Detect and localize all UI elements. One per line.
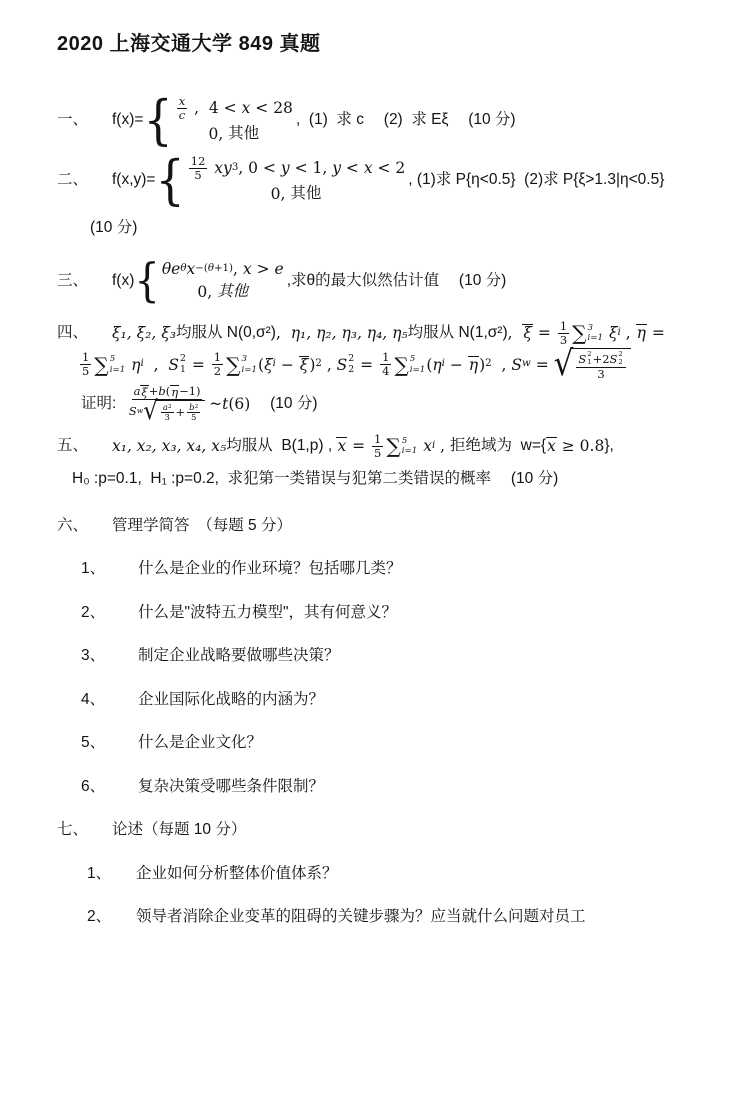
math-token: 1 (587, 358, 592, 367)
math-token: 2 (618, 358, 623, 367)
math-token (226, 354, 257, 375)
math-token: ) (479, 355, 486, 374)
math-token: 1 (374, 431, 382, 446)
math-token (372, 433, 383, 447)
math-token: η (636, 324, 646, 343)
list-item (57, 645, 694, 667)
math-token: 1 (559, 318, 568, 333)
math-token: < 2 (372, 159, 406, 178)
math-token (571, 348, 630, 381)
math-token (402, 436, 418, 457)
math-token (372, 447, 383, 460)
math-token: S (578, 351, 587, 366)
item-text: 领导者消除企业变革的阻碍的关键步骤为？应当就什么问题对员工 (136, 908, 586, 926)
math-token: 5 (409, 354, 416, 365)
math-token: i=1 (401, 446, 418, 457)
math-token (110, 354, 126, 375)
math-token: 2 (587, 350, 592, 359)
math-token (168, 404, 172, 410)
math-token: 5 (190, 412, 197, 423)
math-token (595, 368, 606, 381)
math-token: √ (143, 395, 158, 426)
math-token: 1 (382, 350, 390, 365)
math-token (177, 95, 187, 122)
math-token: 5 (374, 445, 382, 460)
question-5-number: 五、 (57, 436, 89, 454)
item-text: 制定企业战略要做哪些决策？ (138, 647, 340, 665)
question-7-number: 七、 (57, 821, 89, 839)
math-token (170, 385, 179, 399)
math-token: ( (258, 355, 265, 374)
math-token (192, 169, 203, 182)
math-token (177, 95, 187, 109)
math-token: 2 (348, 363, 355, 375)
math-token: 均服从 B(1,p) , (226, 436, 337, 454)
question-3-function-label: f(x) (112, 271, 135, 289)
question-4-math-2 (78, 343, 631, 385)
math-token: , (491, 355, 512, 374)
math-token (380, 351, 391, 378)
math-token: η₁, η₂, η₃, η₄, η₅ (290, 323, 408, 342)
math-token: x (363, 159, 373, 178)
math-token: = (347, 436, 371, 455)
question-2-tail: , (1)求 P{η<0.5} (2)求 P{ξ>1.3|η<0.5} (408, 171, 665, 188)
math-token: x (337, 436, 347, 455)
item-number: 3、 (81, 647, 106, 665)
math-token (195, 262, 233, 277)
math-token (132, 385, 203, 400)
question-1-number: 一、 (57, 110, 89, 128)
case-top (175, 95, 293, 122)
list-item (57, 906, 694, 928)
math-token: ≥ 0.8 (556, 436, 605, 455)
math-token: ξ (264, 355, 273, 374)
math-token: i (441, 358, 445, 370)
math-token: 1 (213, 350, 222, 365)
math-token: θe (161, 259, 181, 278)
math-token: , (507, 323, 523, 342)
math-token: S (128, 403, 137, 418)
math-token: S (336, 355, 348, 374)
math-token: i=1 (409, 364, 426, 375)
math-token: i=1 (109, 364, 126, 375)
math-token: ξ (604, 323, 618, 342)
math-token: = (646, 323, 665, 342)
math-token: ∑ (572, 320, 587, 345)
math-token (618, 351, 622, 367)
question-1 (57, 88, 694, 151)
math-token (163, 413, 172, 423)
left-brace: { (155, 148, 185, 211)
math-token: ∑ (394, 352, 409, 377)
item-number: 5、 (81, 734, 106, 752)
math-token: 5 (82, 364, 90, 379)
math-token (189, 155, 208, 182)
math-token: 3 (587, 322, 594, 333)
math-token (410, 354, 426, 375)
question-4-line-1 (57, 320, 694, 347)
math-token (212, 365, 223, 378)
math-token: c (178, 107, 186, 122)
math-token (522, 357, 531, 372)
math-token: , (435, 436, 451, 455)
math-token (468, 356, 479, 374)
item-number: 2、 (87, 908, 112, 926)
math-token: 0, (270, 184, 291, 203)
list-item (57, 689, 694, 711)
case-rows (173, 95, 293, 145)
question-2-function-label: f(x,y)= (112, 171, 156, 188)
question-5-line-2: H₀ :p=0.1, H₁ :p=0.2, 求犯第一类错误与犯第二类错误的概率 (10 分) (72, 470, 559, 488)
item-text: 什么是"波特五力模型"，其有何意义？ (138, 603, 398, 621)
math-token (386, 433, 418, 458)
math-token: θ (207, 262, 214, 274)
math-token (553, 343, 631, 385)
math-token: 其他 (228, 124, 260, 142)
math-token (161, 403, 174, 423)
math-token: 5 (109, 354, 116, 365)
math-token (636, 324, 647, 342)
math-token: e (274, 259, 284, 278)
math-token: 1 (180, 363, 186, 375)
list-item (57, 602, 694, 624)
math-token (94, 354, 125, 375)
question-1-tail: , (1) 求 c (2) 求 Eξ (10 分) (295, 110, 516, 128)
math-token: ( (426, 355, 433, 374)
question-6-heading (57, 515, 694, 537)
math-token: , 4 < (189, 99, 242, 118)
question-5-math-1 (112, 433, 614, 460)
math-token: b (189, 401, 195, 412)
math-token: y (280, 159, 290, 178)
math-token: ξ (523, 324, 532, 343)
math-token (348, 354, 354, 375)
case-bottom (208, 123, 259, 145)
math-token: −1) (179, 384, 201, 399)
math-token: 3 (241, 354, 247, 365)
math-token: η (432, 355, 442, 374)
math-token: 均服从 N(1,σ²) (407, 323, 508, 341)
math-token: 其他 (290, 184, 322, 202)
question-3 (57, 254, 694, 308)
math-token: }, (604, 436, 614, 454)
math-token: 2 (485, 358, 492, 370)
math-token: < (340, 159, 364, 178)
item-number: 2、 (81, 603, 106, 621)
math-token: x₁, x₂, x₃, x₄, x₅ (112, 436, 227, 455)
math-token: x (418, 436, 432, 455)
math-token (80, 351, 91, 378)
math-token (241, 354, 257, 375)
math-token: 0, (208, 124, 229, 143)
math-token (336, 437, 347, 455)
math-token: , (321, 355, 337, 374)
math-token: S (168, 355, 180, 374)
math-token (576, 351, 625, 381)
math-token (187, 403, 200, 423)
math-token: 0, (197, 283, 218, 302)
math-token: i (431, 439, 436, 451)
math-token: a (133, 384, 141, 399)
math-token: 1 (82, 350, 90, 365)
math-token: i (140, 358, 144, 370)
question-4-proof (81, 384, 318, 426)
math-token: i (272, 358, 276, 370)
item-number: 1、 (81, 560, 106, 578)
item-number: 6、 (81, 777, 106, 795)
math-token: < 1, (289, 159, 333, 178)
math-token: , (275, 323, 291, 342)
math-token (380, 351, 391, 365)
math-token: x (178, 94, 186, 108)
math-token: , (233, 259, 243, 278)
math-token (189, 155, 208, 169)
math-token: η (126, 355, 141, 374)
math-token (522, 324, 533, 342)
case-rows (160, 258, 284, 304)
math-token (558, 320, 569, 347)
math-token: a (162, 401, 168, 412)
math-token: S (609, 351, 618, 366)
math-token (177, 109, 187, 122)
math-token: + (148, 384, 159, 399)
math-token: −( (195, 262, 208, 274)
math-token: , (143, 355, 169, 374)
math-token (156, 400, 205, 423)
math-token: ξ₁, ξ₂, ξ₃ (112, 323, 176, 342)
math-token: i=1 (587, 333, 604, 344)
math-token (372, 433, 383, 460)
math-token: 2 (194, 404, 199, 411)
item-text: 什么是企业的作业环境？包括哪几类？ (138, 560, 402, 578)
math-token: +1) (213, 262, 234, 274)
math-token: w (522, 358, 531, 370)
math-token: − (275, 355, 299, 374)
question-2-piecewise (155, 148, 406, 211)
math-token: 3 (164, 412, 170, 423)
left-brace: { (143, 88, 173, 151)
math-token: 3 (597, 367, 605, 382)
math-token: ∑ (94, 352, 109, 377)
math-token: y (332, 159, 341, 178)
item-text: 企业国际化战略的内涵为？ (138, 690, 325, 708)
question-6-number: 六、 (57, 516, 89, 534)
math-token: t (222, 394, 229, 413)
math-token: 2 (315, 358, 322, 370)
math-token: ~ (209, 394, 223, 413)
question-4-line-3 (57, 384, 694, 426)
math-token: θ (180, 262, 187, 274)
math-token (127, 384, 207, 426)
math-token: w (136, 405, 144, 415)
math-token: +2 (592, 351, 610, 366)
math-token (394, 354, 425, 375)
list-item (57, 732, 694, 754)
question-7-title: 论述（每题 10 分） (112, 821, 247, 839)
item-text: 什么是企业文化？ (138, 734, 263, 752)
math-token: ∑ (226, 352, 241, 377)
item-number: 1、 (87, 864, 112, 882)
math-token: ( (165, 384, 171, 399)
math-token (588, 323, 604, 344)
math-token: 4 (382, 364, 390, 379)
math-token: x (241, 99, 251, 118)
list-item (57, 863, 694, 885)
math-token: , 0 < (238, 159, 281, 178)
math-token: S (511, 355, 523, 374)
case-bottom (197, 281, 248, 303)
math-token: 其他 (217, 283, 249, 301)
math-token (80, 365, 91, 378)
math-token: xy (209, 159, 232, 178)
math-token: √ (553, 343, 574, 385)
page-title: 2020 上海交通大学 849 真题 (57, 33, 321, 55)
math-token: x (547, 436, 556, 455)
question-2-number: 二、 (57, 171, 89, 188)
question-3-number: 三、 (57, 271, 89, 289)
question-6-title: 管理学简答 （每题 5 分） (112, 516, 292, 534)
math-token: > (251, 259, 275, 278)
question-1-function-label: f(x)= (112, 110, 144, 128)
item-text: 复杂决策受哪些条件限制？ (138, 777, 325, 795)
math-token: 3 (559, 332, 568, 347)
math-token: = (355, 355, 379, 374)
question-3-piecewise (134, 254, 284, 308)
math-token (546, 437, 557, 455)
math-token (212, 351, 223, 365)
math-token: 2 (213, 364, 222, 379)
math-token: b (158, 384, 166, 399)
math-token: = (530, 355, 554, 374)
math-token: ∑ (386, 433, 401, 458)
math-token (195, 404, 199, 410)
math-token (80, 351, 91, 365)
math-token: + (175, 405, 186, 420)
math-token (127, 395, 207, 426)
math-token: 2 (180, 353, 186, 365)
math-token: η (171, 385, 179, 400)
question-2-score: (10 分) (90, 219, 138, 237)
math-token: ξ (141, 385, 148, 400)
math-token: 2 (348, 353, 355, 365)
math-token: (10 分) (250, 394, 318, 412)
math-token: − (444, 355, 468, 374)
math-token: = (532, 323, 556, 342)
case-bottom (271, 183, 322, 205)
math-token: 拒绝域为 w={ (450, 436, 547, 454)
math-token (380, 365, 391, 378)
math-token: ) (309, 355, 316, 374)
math-token: 3 (231, 162, 239, 174)
question-4-math-1 (112, 320, 665, 347)
left-brace: { (134, 254, 160, 308)
math-token: 2 (167, 404, 172, 411)
item-number: 4、 (81, 690, 106, 708)
math-token (180, 354, 186, 375)
list-item (57, 776, 694, 798)
question-1-piecewise (143, 88, 293, 151)
math-token: x (186, 259, 196, 278)
math-token (143, 395, 205, 426)
question-4-line-2 (57, 343, 694, 385)
math-token (587, 351, 591, 367)
question-3-tail: ,求θ的最大似然估计值 (10 分) (286, 271, 507, 289)
math-token: , (620, 323, 636, 342)
question-2 (57, 148, 694, 211)
item-text: 企业如何分析整体价值体系？ (136, 864, 338, 882)
math-token: i=1 (241, 364, 258, 375)
math-token (212, 351, 223, 378)
math-token (576, 351, 625, 368)
math-token: (6) (228, 394, 251, 413)
math-token: < 28 (250, 99, 293, 118)
math-token (558, 320, 569, 334)
math-token (189, 413, 198, 423)
math-token: 5 (194, 168, 202, 182)
math-token: 12 (190, 154, 206, 169)
math-token: 证明: (81, 394, 125, 412)
case-top (162, 258, 284, 280)
math-token: = (186, 355, 210, 374)
math-token: i (617, 326, 621, 338)
math-token (572, 320, 604, 345)
math-token: x (242, 259, 252, 278)
case-top (187, 155, 406, 182)
math-token (299, 356, 310, 374)
math-token: 均服从 N(0,σ²) (175, 323, 276, 341)
case-rows (185, 155, 406, 205)
math-token: 5 (401, 435, 408, 446)
list-item (57, 558, 694, 580)
math-token: ξ (299, 355, 309, 374)
math-token: 2 (618, 350, 623, 359)
question-7-heading (57, 819, 694, 841)
math-token: η (468, 355, 479, 374)
question-5-line-1 (57, 433, 694, 460)
question-4-number: 四、 (57, 323, 89, 341)
